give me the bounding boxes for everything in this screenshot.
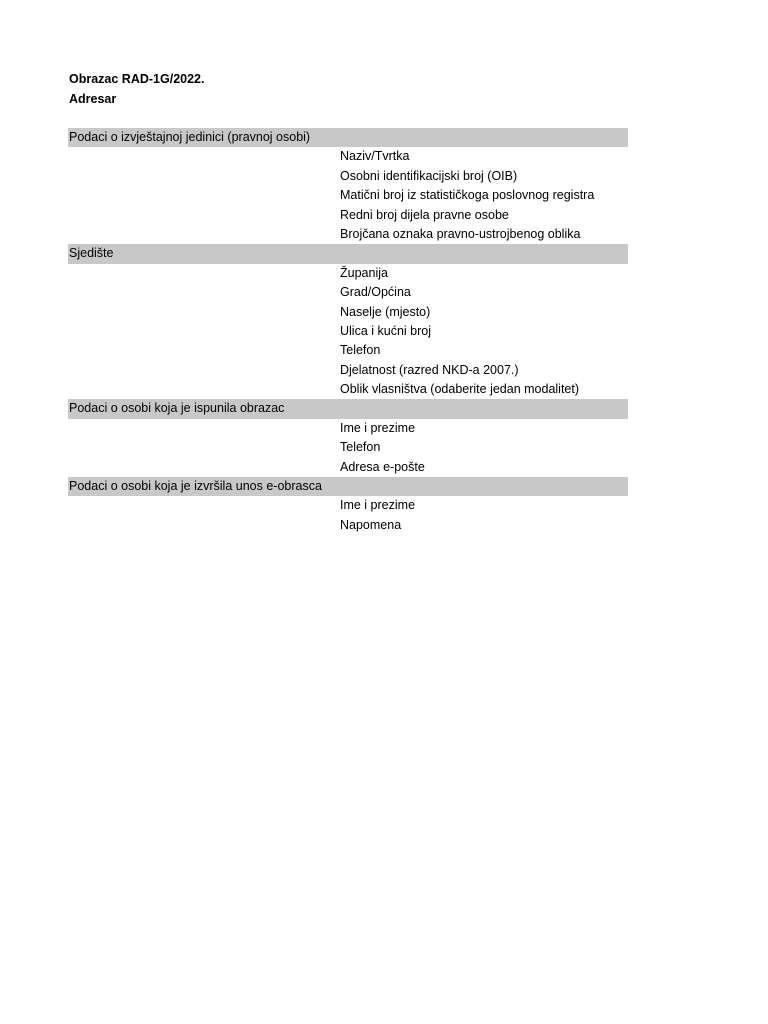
form-title: Obrazac RAD-1G/2022. [69,72,205,86]
section-title: Sjedište [69,246,114,261]
section-header-form-filler [68,399,628,418]
field-row [68,206,628,225]
field-label: Ime i prezime [340,498,416,513]
field-row [68,322,628,341]
field-label: Adresa e-pošte [340,459,425,474]
section-title: Podaci o osobi koja je izvršila unos e-obrasca [69,479,322,494]
field-row [68,225,628,244]
section-title: Podaci o izvještajnoj jedinici (pravnoj osobi) [69,130,311,144]
field-label: Osobni identifikacijski broj (OIB) [340,168,518,183]
field-row [68,167,628,186]
field-row [68,147,628,166]
field-label: Ime i prezime [340,420,416,435]
field-label: Napomena [340,517,402,532]
field-row [68,438,628,457]
field-row [68,341,628,360]
document-header [69,70,204,109]
field-row [68,264,628,283]
section-title: Podaci o osobi koja je ispunila obrazac [69,401,285,416]
field-label: Naziv/Tvrtka [340,149,410,164]
field-row [68,186,628,205]
section-header-headquarters [68,244,628,263]
field-label: Djelatnost (razred NKD-a 2007.) [340,362,519,377]
field-label: Telefon [340,440,381,455]
field-label: Ulica i kućni broj [340,323,432,338]
field-row [68,283,628,302]
field-label: Brojčana oznaka pravno-ustrojbenog oblika [340,226,581,241]
field-row [68,516,628,535]
field-row [68,419,628,438]
field-label: Grad/Općina [340,285,411,300]
field-row [68,458,628,477]
field-label: Matični broj iz statističkoga poslovnog registra [340,188,595,203]
form-subtitle: Adresar [69,91,117,106]
address-table [68,128,628,535]
field-row [68,380,628,399]
field-label: Naselje (mjesto) [340,304,431,319]
field-row [68,361,628,380]
field-label: Telefon [340,343,381,358]
section-header-reporting-unit [68,128,628,147]
field-row [68,303,628,322]
field-label: Županija [340,265,388,280]
field-label: Oblik vlasništva (odaberite jedan modalitet) [340,382,580,397]
field-row [68,496,628,515]
section-header-data-entry-person [68,477,628,496]
field-label: Redni broj dijela pravne osobe [340,207,509,222]
